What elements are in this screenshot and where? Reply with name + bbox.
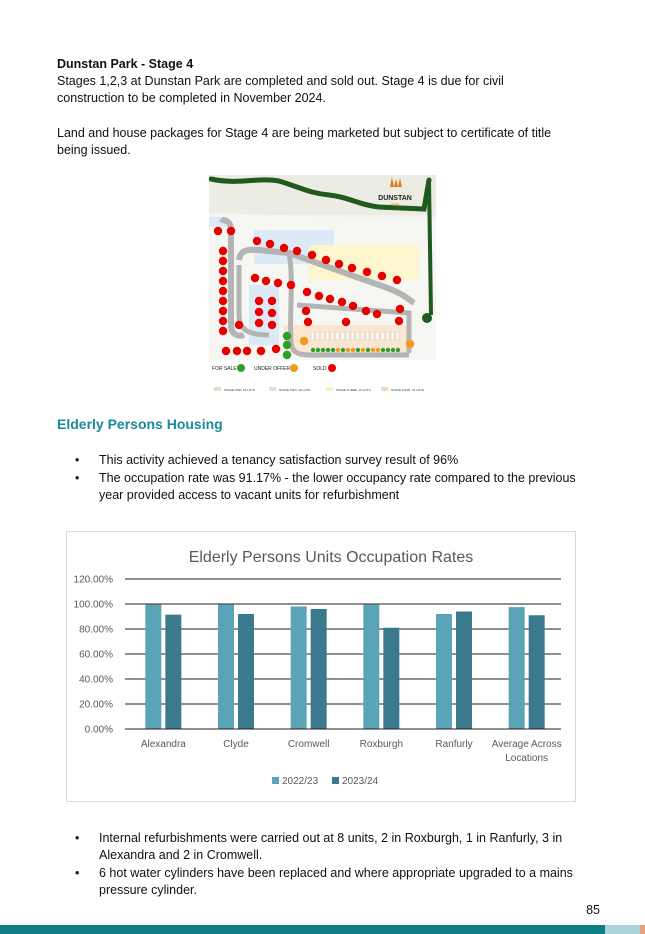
bar-roxburgh-2022-23 bbox=[363, 605, 379, 729]
bar-average-across-locations-2022-23 bbox=[509, 607, 525, 729]
y-tick-label: 20.00% bbox=[79, 699, 113, 711]
lot-sold-dot bbox=[243, 347, 251, 355]
lot-under-offer-dot bbox=[336, 348, 340, 352]
lot-sold-dot bbox=[235, 321, 243, 329]
lot-sold-dot bbox=[251, 274, 259, 282]
lot-sold-dot bbox=[395, 317, 403, 325]
lot-sold-dot bbox=[262, 277, 270, 285]
bar-ranfurly-2022-23 bbox=[436, 614, 452, 729]
lot-sold-dot bbox=[214, 227, 222, 235]
lot-sold-dot bbox=[219, 317, 227, 325]
stage-four-lot bbox=[336, 332, 339, 340]
bullet-occupation: • The occupation rate was 91.17% - the lower occupancy rate compared to the previous year provided access to vacant units for refurbishment bbox=[75, 470, 595, 504]
stage-two-label: STAGE TWO, 16 LOTS bbox=[279, 388, 311, 392]
lot-sold-dot bbox=[322, 256, 330, 264]
bullet-hot-water: • 6 hot water cylinders have been replaced and where appropriate upgraded to a mains pressure cylinder. bbox=[75, 865, 595, 899]
chart-title: Elderly Persons Units Occupation Rates bbox=[188, 549, 474, 566]
bar-clyde-2023-24 bbox=[238, 614, 254, 729]
lot-under-offer-dot bbox=[346, 348, 350, 352]
x-tick-label: Alexandra bbox=[140, 739, 186, 750]
occupation-chart bbox=[66, 531, 576, 802]
legend-label: 2022/23 bbox=[282, 776, 319, 787]
elderly-heading: Elderly Persons Housing bbox=[57, 416, 223, 432]
bar-clyde-2022-23 bbox=[218, 605, 234, 729]
y-tick-label: 0.00% bbox=[84, 724, 113, 736]
legend-sold-dot bbox=[328, 364, 336, 372]
lot-sold-dot bbox=[219, 257, 227, 265]
lot-sold-dot bbox=[268, 297, 276, 305]
stage-four-label: STAGE FOUR, 21 LOTS bbox=[391, 388, 424, 392]
dunstan-heading: Dunstan Park - Stage 4 bbox=[57, 57, 194, 71]
bar-average-across-locations-2023-24 bbox=[529, 615, 545, 729]
legend-swatch bbox=[272, 777, 279, 784]
map-brand-sub: PARK bbox=[390, 203, 400, 207]
lot-for-sale-dot bbox=[311, 348, 315, 352]
dunstan-paragraph-2 bbox=[57, 125, 597, 159]
legend-for-sale-dot bbox=[237, 364, 245, 372]
stage-four-lot bbox=[376, 332, 379, 340]
stage-four-lot bbox=[341, 332, 344, 340]
lot-under-offer-dot bbox=[300, 337, 308, 345]
lot-sold-dot bbox=[393, 276, 401, 284]
bullet-refurbishments: • Internal refurbishments were carried out at 8 units, 2 in Roxburgh, 1 in Ranfurly, 3 in Alexandra and 2 in Cromwell. bbox=[75, 830, 595, 864]
legend-swatch bbox=[332, 777, 339, 784]
lot-sold-dot bbox=[268, 321, 276, 329]
stage-four-lot bbox=[386, 332, 389, 340]
lot-sold-dot bbox=[362, 307, 370, 315]
stage-four-lot bbox=[361, 332, 364, 340]
footer-bar-accent bbox=[605, 925, 640, 934]
stage-four-lot bbox=[371, 332, 374, 340]
y-tick-label: 40.00% bbox=[79, 674, 113, 686]
occupation-chart-svg bbox=[67, 532, 575, 801]
lot-sold-dot bbox=[363, 268, 371, 276]
bar-roxburgh-2023-24 bbox=[383, 628, 399, 729]
lot-sold-dot bbox=[222, 347, 230, 355]
lot-for-sale-dot bbox=[356, 348, 360, 352]
legend-under-offer-label: UNDER OFFER bbox=[254, 366, 291, 372]
y-tick-label: 80.00% bbox=[79, 624, 113, 636]
dunstan-p2-line2: being issued. bbox=[57, 143, 131, 157]
lot-sold-dot bbox=[268, 309, 276, 317]
lot-for-sale-dot bbox=[316, 348, 320, 352]
lot-sold-dot bbox=[304, 318, 312, 326]
lot-sold-dot bbox=[255, 297, 263, 305]
dunstan-p1-line2: construction to be completed in November 2024. bbox=[57, 91, 326, 105]
lot-sold-dot bbox=[255, 308, 263, 316]
lot-sold-dot bbox=[342, 318, 350, 326]
lot-sold-dot bbox=[219, 267, 227, 275]
stage-three-label: STAGE THREE, 19 LOTS bbox=[336, 388, 371, 392]
lot-for-sale-dot bbox=[283, 332, 291, 340]
page-number: 85 bbox=[586, 903, 600, 917]
lot-sold-dot bbox=[219, 327, 227, 335]
legend-for-sale-label: FOR SALE bbox=[212, 366, 237, 372]
x-tick-label: Locations bbox=[505, 753, 549, 764]
x-tick-label: Ranfurly bbox=[435, 739, 473, 750]
map-brand: DUNSTAN bbox=[378, 195, 412, 202]
stage-one-label: STAGE ONE, 16 LOTS bbox=[224, 388, 255, 392]
footer-bar-corner bbox=[640, 925, 645, 934]
footer-bar bbox=[0, 925, 605, 934]
bar-ranfurly-2023-24 bbox=[456, 612, 472, 730]
stage-four-lot bbox=[331, 332, 334, 340]
dunstan-paragraph-1 bbox=[57, 73, 597, 107]
stage-four-lot bbox=[326, 332, 329, 340]
lot-for-sale-dot bbox=[391, 348, 395, 352]
legend-sold-label: SOLD bbox=[313, 366, 327, 372]
lot-sold-dot bbox=[257, 347, 265, 355]
lot-sold-dot bbox=[396, 305, 404, 313]
stage-four-lot bbox=[391, 332, 394, 340]
dunstan-p1-line1: Stages 1,2,3 at Dunstan Park are completed and sold out. Stage 4 is due for civil bbox=[57, 74, 504, 88]
lot-for-sale-dot bbox=[386, 348, 390, 352]
lot-for-sale-dot bbox=[381, 348, 385, 352]
lot-sold-dot bbox=[272, 345, 280, 353]
lot-sold-dot bbox=[293, 247, 301, 255]
lot-for-sale-dot bbox=[341, 348, 345, 352]
lot-for-sale-dot bbox=[326, 348, 330, 352]
bullet-satisfaction: • This activity achieved a tenancy satisfaction survey result of 96% bbox=[75, 452, 595, 469]
stage-four-lot bbox=[396, 332, 399, 340]
lot-for-sale-dot bbox=[321, 348, 325, 352]
bar-alexandra-2023-24 bbox=[165, 615, 181, 729]
lot-sold-dot bbox=[326, 295, 334, 303]
stage-four-lot bbox=[321, 332, 324, 340]
legend-under-offer-dot bbox=[290, 364, 298, 372]
lot-sold-dot bbox=[315, 292, 323, 300]
lot-sold-dot bbox=[233, 347, 241, 355]
lot-under-offer-dot bbox=[376, 348, 380, 352]
lot-sold-dot bbox=[335, 260, 343, 268]
bar-alexandra-2022-23 bbox=[145, 605, 161, 729]
stage-four-lot bbox=[381, 332, 384, 340]
lot-sold-dot bbox=[378, 272, 386, 280]
lot-under-offer-dot bbox=[371, 348, 375, 352]
stage-four-lot bbox=[351, 332, 354, 340]
stage-four-lot bbox=[316, 332, 319, 340]
lot-sold-dot bbox=[227, 227, 235, 235]
stage-four-lot bbox=[346, 332, 349, 340]
elderly-bullets-bottom bbox=[75, 830, 595, 900]
lot-for-sale-dot bbox=[283, 341, 291, 349]
stage-four-lot bbox=[311, 332, 314, 340]
lot-under-offer-dot bbox=[406, 340, 414, 348]
lot-sold-dot bbox=[253, 237, 261, 245]
lot-for-sale-dot bbox=[331, 348, 335, 352]
dunstan-park-site-plan bbox=[209, 175, 436, 395]
x-tick-label: Roxburgh bbox=[359, 739, 404, 750]
bar-cromwell-2022-23 bbox=[291, 607, 307, 730]
lot-sold-dot bbox=[349, 302, 357, 310]
stage-four-lot bbox=[356, 332, 359, 340]
lot-sold-dot bbox=[219, 297, 227, 305]
legend-label: 2023/24 bbox=[342, 776, 379, 787]
lot-sold-dot bbox=[219, 307, 227, 315]
lot-sold-dot bbox=[219, 247, 227, 255]
x-tick-label: Clyde bbox=[223, 739, 249, 750]
bar-cromwell-2023-24 bbox=[311, 609, 327, 729]
lot-for-sale-dot bbox=[396, 348, 400, 352]
x-tick-label: Cromwell bbox=[287, 739, 330, 750]
lot-sold-dot bbox=[219, 287, 227, 295]
lot-sold-dot bbox=[303, 288, 311, 296]
lot-sold-dot bbox=[308, 251, 316, 259]
lot-sold-dot bbox=[287, 281, 295, 289]
lot-sold-dot bbox=[219, 277, 227, 285]
lot-sold-dot bbox=[274, 279, 282, 287]
x-tick-label: Average Across bbox=[491, 739, 562, 750]
y-tick-label: 60.00% bbox=[79, 649, 113, 661]
y-tick-label: 120.00% bbox=[73, 574, 113, 586]
y-tick-label: 100.00% bbox=[73, 599, 113, 611]
lot-sold-dot bbox=[280, 244, 288, 252]
stage-four-lot bbox=[366, 332, 369, 340]
lot-under-offer-dot bbox=[351, 348, 355, 352]
lot-for-sale-dot bbox=[366, 348, 370, 352]
dunstan-p2-line1: Land and house packages for Stage 4 are being marketed but subject to certificate of title bbox=[57, 126, 552, 140]
lot-sold-dot bbox=[302, 307, 310, 315]
lot-under-offer-dot bbox=[361, 348, 365, 352]
lot-for-sale-dot bbox=[283, 351, 291, 359]
elderly-bullets-top bbox=[75, 452, 595, 505]
lot-sold-dot bbox=[338, 298, 346, 306]
lot-sold-dot bbox=[348, 264, 356, 272]
lot-sold-dot bbox=[255, 319, 263, 327]
lot-sold-dot bbox=[266, 240, 274, 248]
lot-sold-dot bbox=[373, 310, 381, 318]
